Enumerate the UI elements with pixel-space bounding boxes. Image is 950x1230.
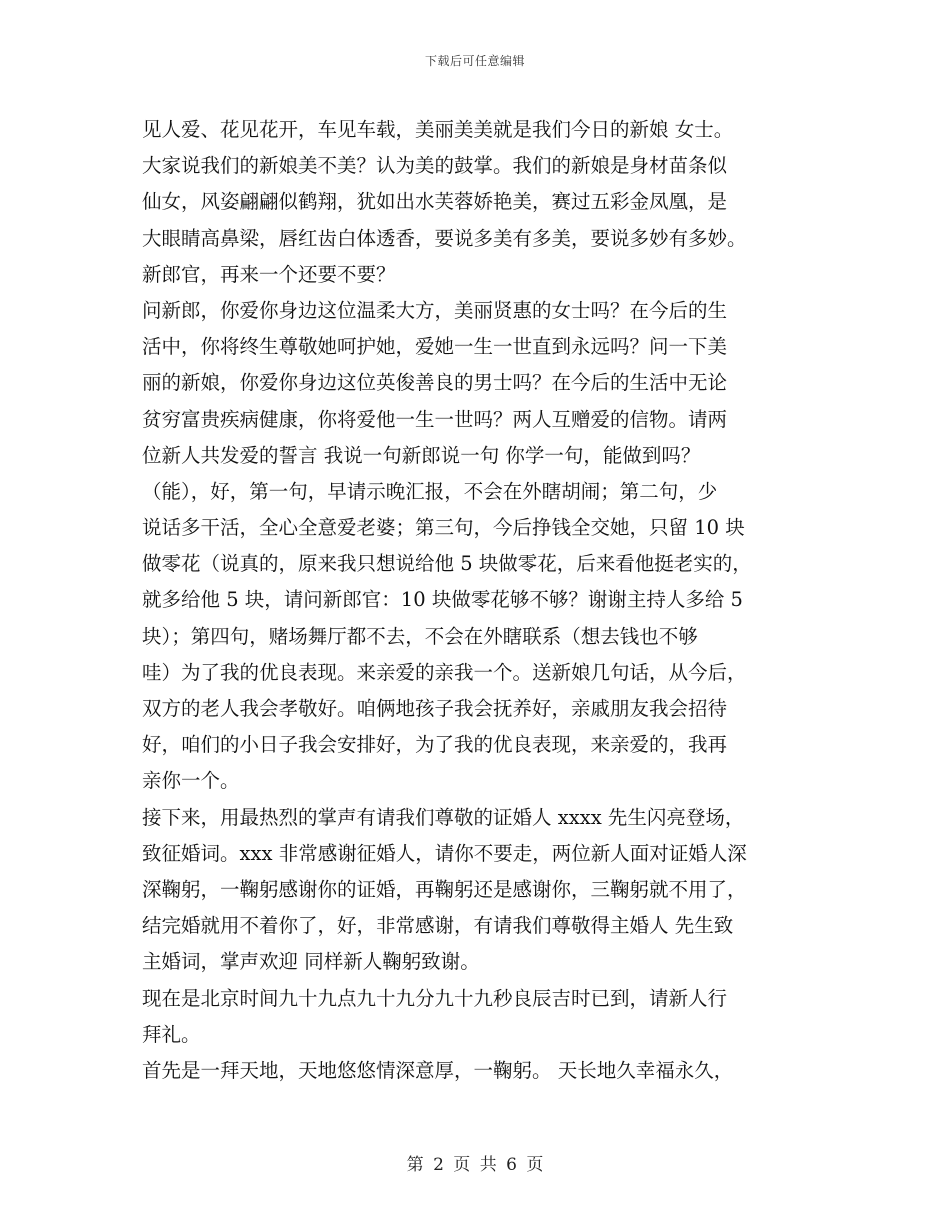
- text-line: 好，咱们的小日子我会安排好，为了我的优良表现，来亲爱的，我再: [142, 733, 728, 757]
- text-line: 活中，你将终生尊敬她呵护她，爱她一生一世直到永远吗？问一下美: [142, 335, 728, 359]
- text-line: 深鞠躬，一鞠躬感谢你的证婚，再鞠躬还是感谢你，三鞠躬就不用了，: [142, 877, 747, 901]
- text-line: 现在是北京时间九十九点九十九分九十九秒良辰吉时已到，请新人行: [142, 986, 728, 1010]
- page-number-footer: 第 2 页 共 6 页: [406, 1155, 544, 1175]
- text-line: 块）；第四句，赌场舞厅都不去，不会在外瞎联系（想去钱也不够: [142, 624, 698, 648]
- text-line: 见人爱、花见花开，车见车载，美丽美美就是我们今日的新娘 女士。: [142, 118, 734, 141]
- text-line: 就多给他 5 块，请问新郎官：10 块做零花够不够？谢谢主持人多给 5: [142, 588, 743, 612]
- text-line: 双方的老人我会孝敬好。咱俩地孩子我会抚养好，亲戚朋友我会招待: [142, 697, 728, 720]
- text-line: 做零花（说真的，原来我只想说给他 5 块做零花，后来看他挺老实的，: [142, 552, 752, 576]
- text-line: （能），好，第一句，早请示晚汇报，不会在外瞎胡闹；第二句，少: [142, 479, 718, 503]
- text-line: 大家说我们的新娘美不美？认为美的鼓掌。我们的新娘是身材苗条似: [142, 154, 728, 178]
- text-line: 仙女，风姿翩翩似鹤翔，犹如出水芙蓉娇艳美，赛过五彩金凤凰，是: [142, 190, 728, 214]
- text-line: 致征婚词。xxx 非常感谢征婚人，请你不要走，两位新人面对证婚人深: [142, 841, 747, 865]
- text-line: 大眼睛高鼻梁，唇红齿白体透香，要说多美有多美，要说多妙有多妙。: [142, 226, 747, 250]
- document-body: [142, 112, 814, 1089]
- text-line: 丽的新娘，你爱你身边这位英俊善良的男士吗？在今后的生活中无论: [142, 371, 728, 395]
- text-line: 接下来，用最热烈的掌声有请我们尊敬的证婚人 xxxx 先生闪亮登场，: [142, 805, 745, 829]
- text-line: 主婚词，掌声欢迎 同样新人鞠躬致谢。: [142, 950, 480, 974]
- text-line: 亲你一个。: [142, 769, 240, 793]
- text-line: 哇）为了我的优良表现。来亲爱的亲我一个。送新娘几句话，从今后，: [142, 660, 747, 684]
- text-line: 新郎官，再来一个还要不要？: [142, 262, 396, 286]
- text-line: 问新郎，你爱你身边这位温柔大方，美丽贤惠的女士吗？在今后的生: [142, 298, 728, 322]
- text-line: 结完婚就用不着你了，好，非常感谢，有请我们尊敬得主婚人 先生致: [142, 914, 734, 938]
- page-header: 下载后可任意编辑: [424, 54, 525, 68]
- text-line: 首先是一拜天地，天地悠悠情深意厚，一鞠躬。 天长地久幸福永久，: [142, 1058, 734, 1082]
- text-line: 贫穷富贵疾病健康，你将爱他一生一世吗？两人互赠爱的信物。请两: [142, 407, 728, 431]
- text-line: 位新人共发爱的誓言 我说一句新郎说一句 你学一句，能做到吗？: [142, 443, 701, 467]
- text-line: 说话多干活，全心全意爱老婆；第三句，今后挣钱全交她，只留 10 块: [142, 516, 745, 540]
- text-line: 拜礼。: [142, 1022, 201, 1046]
